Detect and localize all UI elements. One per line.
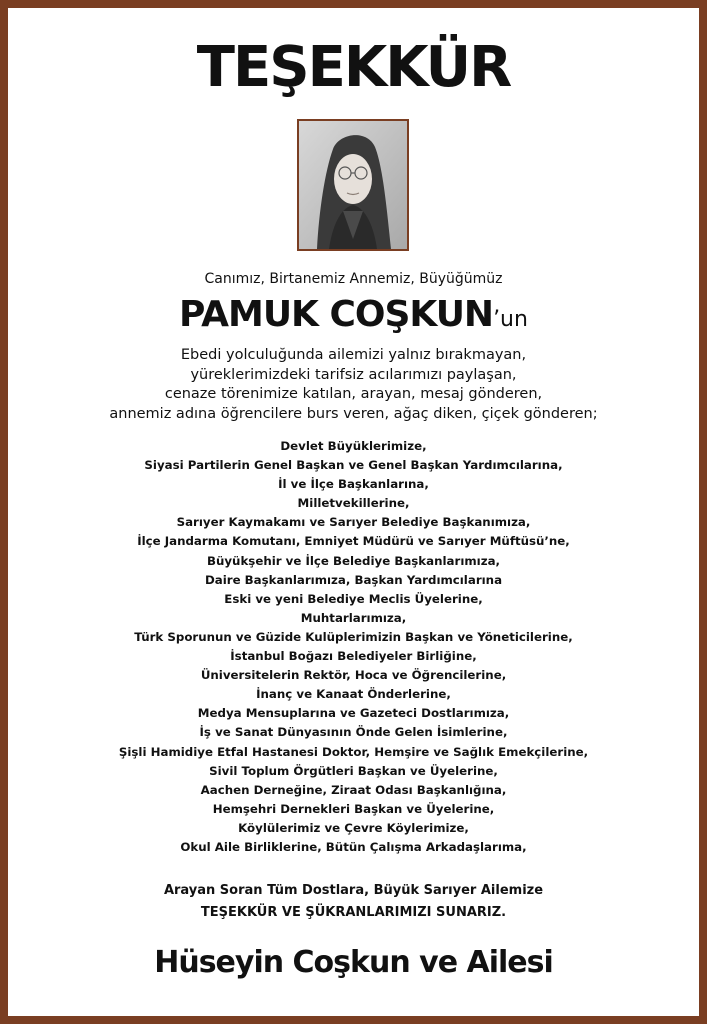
list-item: Sivil Toplum Örgütleri Başkan ve Üyelerine, bbox=[209, 763, 498, 778]
list-item: Okul Aile Birliklerine, Bütün Çalışma Arkadaşlarıma, bbox=[180, 839, 527, 854]
list-item: Köylülerimiz ve Çevre Köylerimize, bbox=[238, 820, 469, 835]
deceased-name-line bbox=[0, 292, 707, 344]
list-item: Üniversitelerin Rektör, Hoca ve Öğrencilerine, bbox=[200, 668, 507, 683]
paragraph-line: yüreklerimizdeki tarifsiz acılarımızı paylaşan, bbox=[190, 366, 517, 383]
list-item: Hemşehri Dernekleri Başkan ve Üyelerine, bbox=[212, 801, 495, 816]
intro-line: Canımız, Birtanemiz Annemiz, Büyüğümüz bbox=[204, 271, 503, 287]
list-item: Milletvekillerine, bbox=[297, 496, 410, 511]
paragraph-line: Ebedi yolculuğunda ailemizi yalnız bırakmayan, bbox=[180, 347, 527, 363]
list-item: İnanç ve Kanaat Önderlerine, bbox=[256, 687, 451, 702]
closing-statement bbox=[0, 880, 707, 924]
list-item: İlçe Jandarma Komutanı, Emniyet Müdürü ve Sarıyer Müftüsü’ne, bbox=[137, 534, 570, 549]
deceased-name: PAMUK COŞKUN bbox=[179, 294, 494, 335]
notice-title: TEŞEKKÜR bbox=[196, 35, 511, 100]
portrait-photo bbox=[297, 119, 409, 251]
list-item: Şişli Hamidiye Etfal Hastanesi Doktor, Hemşire ve Sağlık Emekçilerine, bbox=[118, 744, 589, 759]
paragraph-line: cenaze törenimize katılan, arayan, mesaj gönderen, bbox=[164, 386, 543, 402]
list-item: Devlet Büyüklerimize, bbox=[280, 439, 427, 453]
list-item: Türk Sporunun ve Güzide Kulüplerimizin Başkan ve Yöneticilerine, bbox=[134, 629, 573, 644]
list-item: İstanbul Boğazı Belediyeler Birliğine, bbox=[230, 649, 477, 664]
list-item: Medya Mensuplarına ve Gazeteci Dostlarımıza, bbox=[197, 706, 510, 721]
closing-line: TEŞEKKÜR VE ŞÜKRANLARIMIZI SUNARIZ. bbox=[200, 905, 507, 920]
signature: Hüseyin Coşkun ve Ailesi bbox=[154, 945, 553, 980]
list-item: Büyükşehir ve İlçe Belediye Başkanlarımıza, bbox=[206, 553, 501, 568]
list-item: İl ve İlçe Başkanlarına, bbox=[278, 477, 429, 492]
list-item: Eski ve yeni Belediye Meclis Üyelerine, bbox=[224, 591, 483, 606]
name-suffix: ’un bbox=[493, 307, 528, 332]
message-paragraph bbox=[0, 346, 707, 424]
list-item: İş ve Sanat Dünyasının Önde Gelen İsimlerine, bbox=[199, 725, 508, 740]
list-item: Muhtarlarımıza, bbox=[300, 610, 407, 625]
list-item: Sarıyer Kaymakamı ve Sarıyer Belediye Başkanımıza, bbox=[176, 515, 531, 530]
list-item: Siyasi Partilerin Genel Başkan ve Genel Başkan Yardımcılarına, bbox=[144, 458, 563, 473]
list-item: Aachen Derneğine, Ziraat Odası Başkanlığına, bbox=[200, 782, 507, 797]
list-item: Daire Başkanlarımıza, Başkan Yardımcılarına bbox=[204, 572, 503, 587]
thanks-list bbox=[0, 437, 707, 857]
closing-line: Arayan Soran Tüm Dostlara, Büyük Sarıyer Ailemize bbox=[163, 883, 544, 898]
paragraph-line: annemiz adına öğrencilere burs veren, ağaç diken, çiçek gönderen; bbox=[109, 405, 598, 422]
portrait-illustration bbox=[299, 121, 407, 249]
